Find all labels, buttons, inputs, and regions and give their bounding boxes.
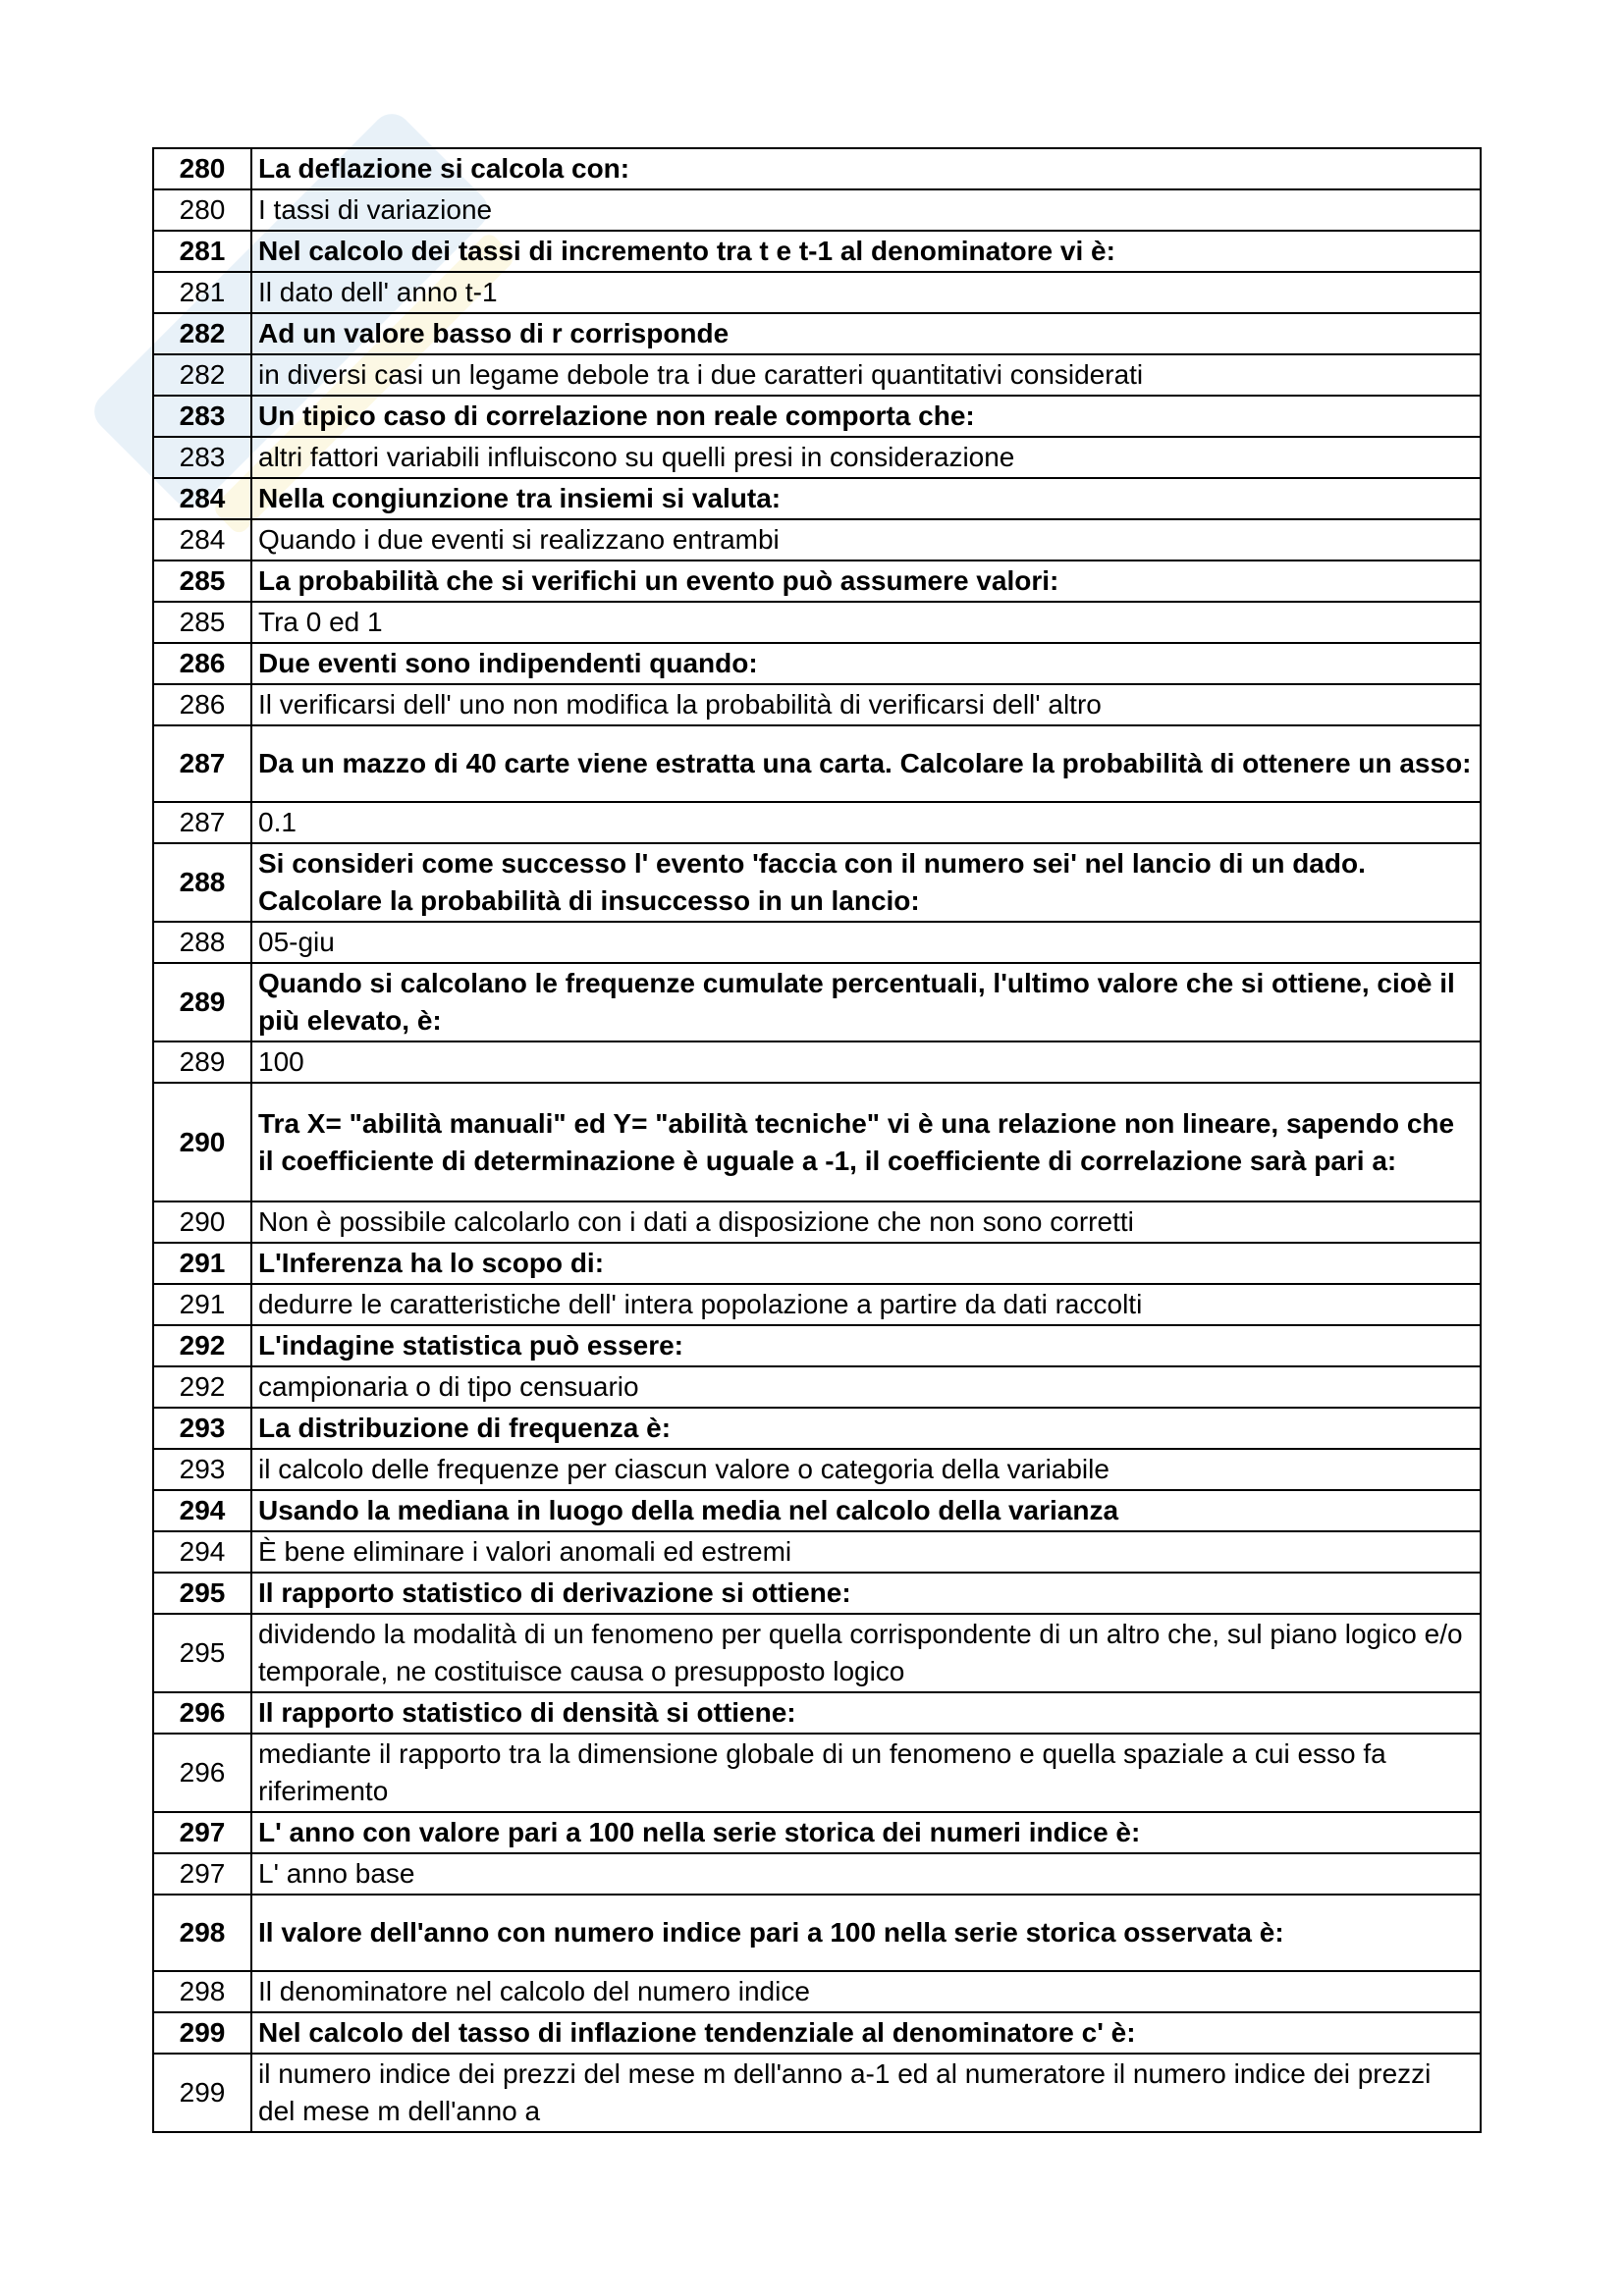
row-number: 289 xyxy=(153,963,251,1041)
row-number: 282 xyxy=(153,313,251,354)
question-text: L'indagine statistica può essere: xyxy=(251,1325,1481,1366)
row-number: 283 xyxy=(153,437,251,478)
row-number: 287 xyxy=(153,802,251,843)
question-text: Ad un valore basso di r corrisponde xyxy=(251,313,1481,354)
question-text: L' anno con valore pari a 100 nella serie storica dei numeri indice è: xyxy=(251,1812,1481,1853)
question-text: Il rapporto statistico di derivazione si ottiene: xyxy=(251,1573,1481,1614)
row-number: 280 xyxy=(153,189,251,231)
row-number: 291 xyxy=(153,1243,251,1284)
row-number: 293 xyxy=(153,1449,251,1490)
question-text: La distribuzione di frequenza è: xyxy=(251,1408,1481,1449)
answer-text: L' anno base xyxy=(251,1853,1481,1895)
answer-text: dividendo la modalità di un fenomeno per quella corrispondente di un altro che, sul piano logico e/o temporale, ne costituisce causa o presupposto logico xyxy=(251,1614,1481,1692)
row-number: 292 xyxy=(153,1366,251,1408)
row-number: 298 xyxy=(153,1971,251,2012)
question-text: Nel calcolo dei tassi di incremento tra t e t-1 al denominatore vi è: xyxy=(251,231,1481,272)
row-number: 285 xyxy=(153,602,251,643)
qa-table xyxy=(152,147,1482,2133)
answer-text: dedurre le caratteristiche dell' intera popolazione a partire da dati raccolti xyxy=(251,1284,1481,1325)
row-number: 280 xyxy=(153,148,251,189)
answer-text: Non è possibile calcolarlo con i dati a disposizione che non sono corretti xyxy=(251,1201,1481,1243)
row-number: 286 xyxy=(153,684,251,725)
question-text: L'Inferenza ha lo scopo di: xyxy=(251,1243,1481,1284)
row-number: 295 xyxy=(153,1573,251,1614)
row-number: 290 xyxy=(153,1201,251,1243)
row-number: 299 xyxy=(153,2012,251,2054)
answer-text: Il verificarsi dell' uno non modifica la probabilità di verificarsi dell' altro xyxy=(251,684,1481,725)
question-text: Tra X= "abilità manuali" ed Y= "abilità tecniche" vi è una relazione non lineare, sapendo che il coefficiente di determinazione è uguale a -1, il coefficiente di correlazione sarà pari a: xyxy=(251,1083,1481,1201)
row-number: 286 xyxy=(153,643,251,684)
row-number: 294 xyxy=(153,1490,251,1531)
row-number: 291 xyxy=(153,1284,251,1325)
answer-text: Quando i due eventi si realizzano entrambi xyxy=(251,519,1481,561)
answer-text: altri fattori variabili influiscono su quelli presi in considerazione xyxy=(251,437,1481,478)
answer-text: il calcolo delle frequenze per ciascun valore o categoria della variabile xyxy=(251,1449,1481,1490)
row-number: 284 xyxy=(153,478,251,519)
question-text: La probabilità che si verifichi un evento può assumere valori: xyxy=(251,561,1481,602)
answer-text: mediante il rapporto tra la dimensione globale di un fenomeno e quella spaziale a cui esso fa riferimento xyxy=(251,1734,1481,1812)
row-number: 293 xyxy=(153,1408,251,1449)
answer-text: 0.1 xyxy=(251,802,1481,843)
row-number: 297 xyxy=(153,1853,251,1895)
row-number: 281 xyxy=(153,231,251,272)
row-number: 282 xyxy=(153,354,251,396)
question-text: Il valore dell'anno con numero indice pari a 100 nella serie storica osservata è: xyxy=(251,1895,1481,1971)
row-number: 298 xyxy=(153,1895,251,1971)
row-number: 284 xyxy=(153,519,251,561)
row-number: 295 xyxy=(153,1614,251,1692)
row-number: 294 xyxy=(153,1531,251,1573)
row-number: 288 xyxy=(153,922,251,963)
row-number: 289 xyxy=(153,1041,251,1083)
answer-text: 100 xyxy=(251,1041,1481,1083)
row-number: 299 xyxy=(153,2054,251,2132)
row-number: 292 xyxy=(153,1325,251,1366)
question-text: Nella congiunzione tra insiemi si valuta: xyxy=(251,478,1481,519)
question-text: Usando la mediana in luogo della media nel calcolo della varianza xyxy=(251,1490,1481,1531)
answer-text: Il dato dell' anno t-1 xyxy=(251,272,1481,313)
question-text: Il rapporto statistico di densità si ottiene: xyxy=(251,1692,1481,1734)
answer-text: campionaria o di tipo censuario xyxy=(251,1366,1481,1408)
qa-table-body xyxy=(153,148,1481,2132)
row-number: 288 xyxy=(153,843,251,922)
row-number: 296 xyxy=(153,1734,251,1812)
row-number: 296 xyxy=(153,1692,251,1734)
question-text: La deflazione si calcola con: xyxy=(251,148,1481,189)
row-number: 281 xyxy=(153,272,251,313)
row-number: 287 xyxy=(153,725,251,802)
row-number: 297 xyxy=(153,1812,251,1853)
question-text: Si consideri come successo l' evento 'faccia con il numero sei' nel lancio di un dado. Calcolare la probabilità di insuccesso in un lancio: xyxy=(251,843,1481,922)
answer-text: Tra 0 ed 1 xyxy=(251,602,1481,643)
question-text: Da un mazzo di 40 carte viene estratta una carta. Calcolare la probabilità di ottenere un asso: xyxy=(251,725,1481,802)
question-text: Un tipico caso di correlazione non reale comporta che: xyxy=(251,396,1481,437)
answer-text: in diversi casi un legame debole tra i due caratteri quantitativi considerati xyxy=(251,354,1481,396)
answer-text: È bene eliminare i valori anomali ed estremi xyxy=(251,1531,1481,1573)
row-number: 283 xyxy=(153,396,251,437)
answer-text: 05-giu xyxy=(251,922,1481,963)
answer-text: I tassi di variazione xyxy=(251,189,1481,231)
answer-text: Il denominatore nel calcolo del numero indice xyxy=(251,1971,1481,2012)
row-number: 290 xyxy=(153,1083,251,1201)
question-text: Nel calcolo del tasso di inflazione tendenziale al denominatore c' è: xyxy=(251,2012,1481,2054)
row-number: 285 xyxy=(153,561,251,602)
question-text: Due eventi sono indipendenti quando: xyxy=(251,643,1481,684)
question-text: Quando si calcolano le frequenze cumulate percentuali, l'ultimo valore che si ottiene, cioè il più elevato, è: xyxy=(251,963,1481,1041)
answer-text: il numero indice dei prezzi del mese m dell'anno a-1 ed al numeratore il numero indice dei prezzi del mese m dell'anno a xyxy=(251,2054,1481,2132)
